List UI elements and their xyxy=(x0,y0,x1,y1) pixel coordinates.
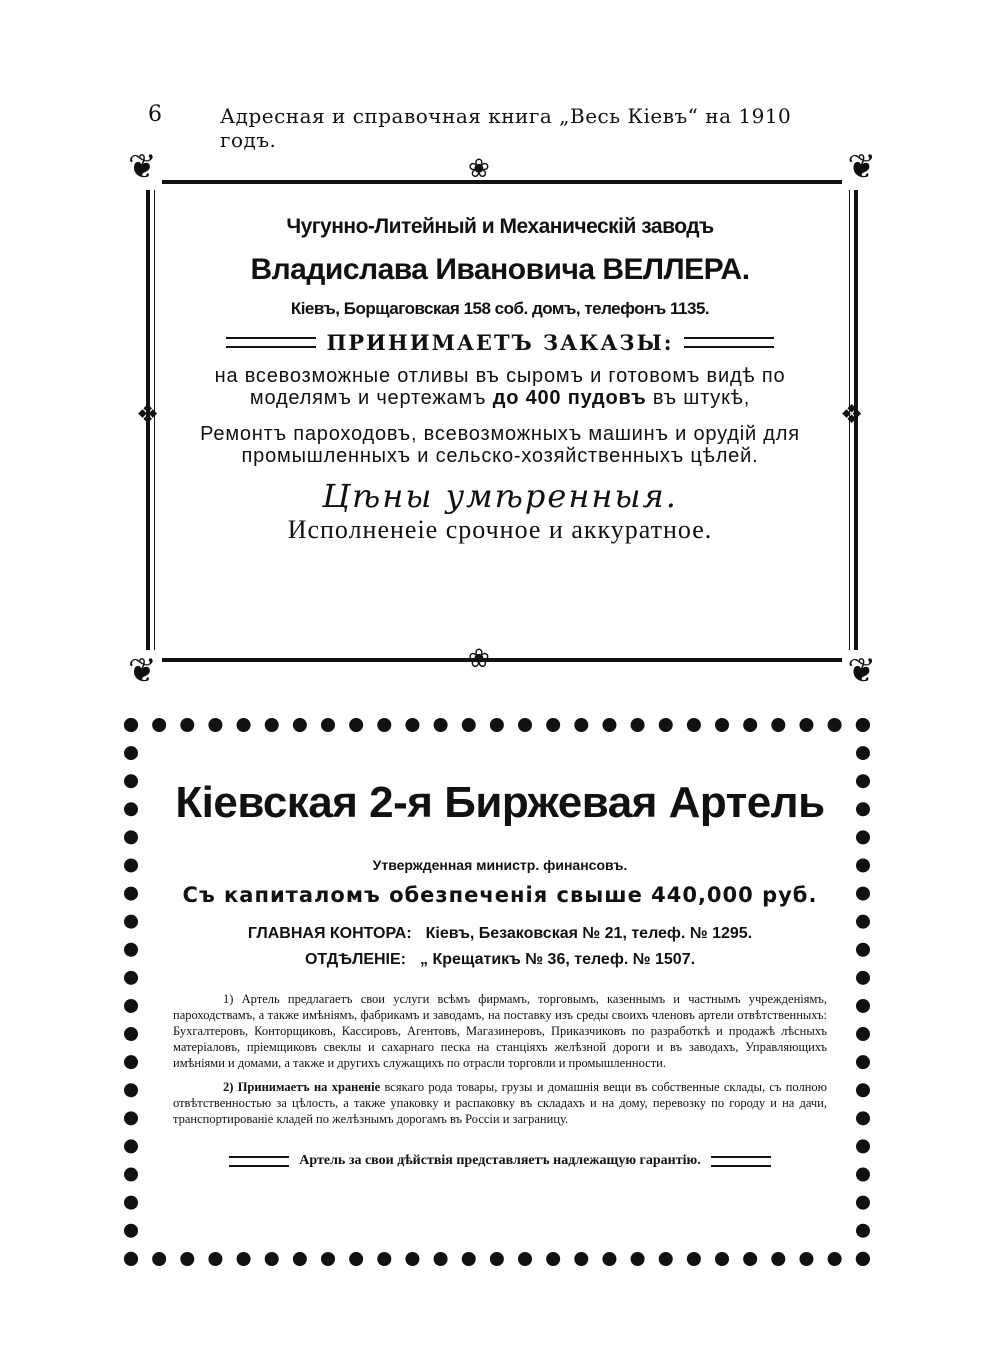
foundry-advertisement xyxy=(200,212,800,545)
execution-slogan: Исполненеie срочное и аккуратное. xyxy=(287,515,713,544)
services-paragraph-1 xyxy=(200,365,800,409)
prices-slogan: Цѣны умѣренныя. xyxy=(322,477,678,515)
services-paragraph-2 xyxy=(173,1079,827,1127)
main-office-row xyxy=(165,925,835,943)
frame-top-line xyxy=(162,180,842,184)
corner-ornament-icon: ❦ xyxy=(128,651,157,691)
foundry-name: Чугунно-Литейный и Механическій заводъ xyxy=(286,215,714,238)
side-ornament-icon: ❖ xyxy=(840,400,864,430)
storage-heading: 2) Принимаетъ на храненіе xyxy=(223,1080,381,1094)
services-paragraph-2: Ремонтъ пароходовъ, всевозможныхъ машинъ и орудій для промышленныхъ и сельско-хозяйственныхъ цѣлей. xyxy=(200,423,800,467)
accepts-orders-heading: ПРИНИМАЕТЪ ЗАКАЗЫ: xyxy=(326,330,674,355)
branch-address: „ Крещатикъ № 36, телеф. № 1507. xyxy=(420,951,696,968)
main-office-address: Кіевъ, Безаковская № 21, телеф. № 1295. xyxy=(425,925,753,942)
divider xyxy=(711,1156,771,1167)
capital-note: Съ капиталомъ обезпеченія свыше 440,000 руб. xyxy=(182,883,818,907)
branch-row xyxy=(165,951,835,969)
services-text: на всевозможные отливы въ сыромъ и готовомъ видѣ по моделямъ и чертежамъ xyxy=(214,365,786,409)
services-paragraph-1 xyxy=(173,991,827,1071)
owner-name: Владислава Ивановича ВЕЛЛЕРА. xyxy=(250,253,750,286)
foundry-address: Кіевъ, Борщаговская 158 соб. домъ, телефонъ 1135. xyxy=(290,299,710,318)
branch-label: ОТДѢЛЕНІЕ: xyxy=(304,951,406,968)
corner-ornament-icon: ❦ xyxy=(847,651,876,691)
corner-ornament-icon: ❦ xyxy=(128,147,157,187)
weight-limit: до 400 пудовъ xyxy=(492,387,647,409)
running-title: Адресная и справочная книга „Весь Кіевъ“ на 1910 годъ. xyxy=(220,104,792,152)
services-text-end: въ штукѣ, xyxy=(652,387,751,409)
divider xyxy=(684,337,774,348)
guarantee-row xyxy=(165,1153,835,1169)
divider xyxy=(229,1156,289,1167)
fan-ornament-icon: ❀ xyxy=(468,154,490,184)
divider xyxy=(226,337,316,348)
guarantee-note: Артель за свои дѣйствія представляетъ надлежащую гарантію. xyxy=(299,1153,701,1168)
fan-ornament-icon: ❀ xyxy=(468,644,490,674)
main-office-label: ГЛАВНАЯ КОНТОРА: xyxy=(247,925,412,942)
artel-advertisement xyxy=(165,765,835,1169)
services-text: 1) Артель предлагаетъ свои услуги всѣмъ фирмамъ, торговымъ, казеннымъ и частнымъ учрежденіямъ, пароходствамъ, а также имѣніямъ, фабрикамъ и заводамъ, на поставку изъ среды своихъ членовъ артели отвѣтственныхъ: Бухгалтеровъ, Конторщиковъ, Кассировъ, Агентовъ, Магазинеровъ, Приказчиковъ по разработкѣ и продажѣ лѣсныхъ матеріаловъ, пріемщиковъ свеклы и сахарнаго песка на станціяхъ желѣзной дороги и въ заводахъ, Управляющихъ имѣніями и домами, а также и другихъ служащихъ по отрасли торговли и промышленности. xyxy=(173,992,827,1070)
storage-text: всякаго рода товары, грузы и домашнія вещи въ собственные склады, съ полною отвѣтственностью за цѣлость, а также упаковку и распаковку въ складахъ и на дому, перевозку по городу и на дачи, транспортированіе кладей по желѣзнымъ дорогамъ въ Россіи и заграницу. xyxy=(173,1080,828,1126)
approval-note: Утвержденная министр. финансовъ. xyxy=(372,857,628,873)
accepts-orders-row xyxy=(200,330,800,355)
artel-title: Кіевская 2-я Биржевая Артель xyxy=(175,778,825,827)
side-ornament-icon: ❖ xyxy=(136,400,160,430)
frame-bottom-line xyxy=(162,658,842,662)
corner-ornament-icon: ❦ xyxy=(847,147,876,187)
page-number: 6 xyxy=(148,102,162,127)
